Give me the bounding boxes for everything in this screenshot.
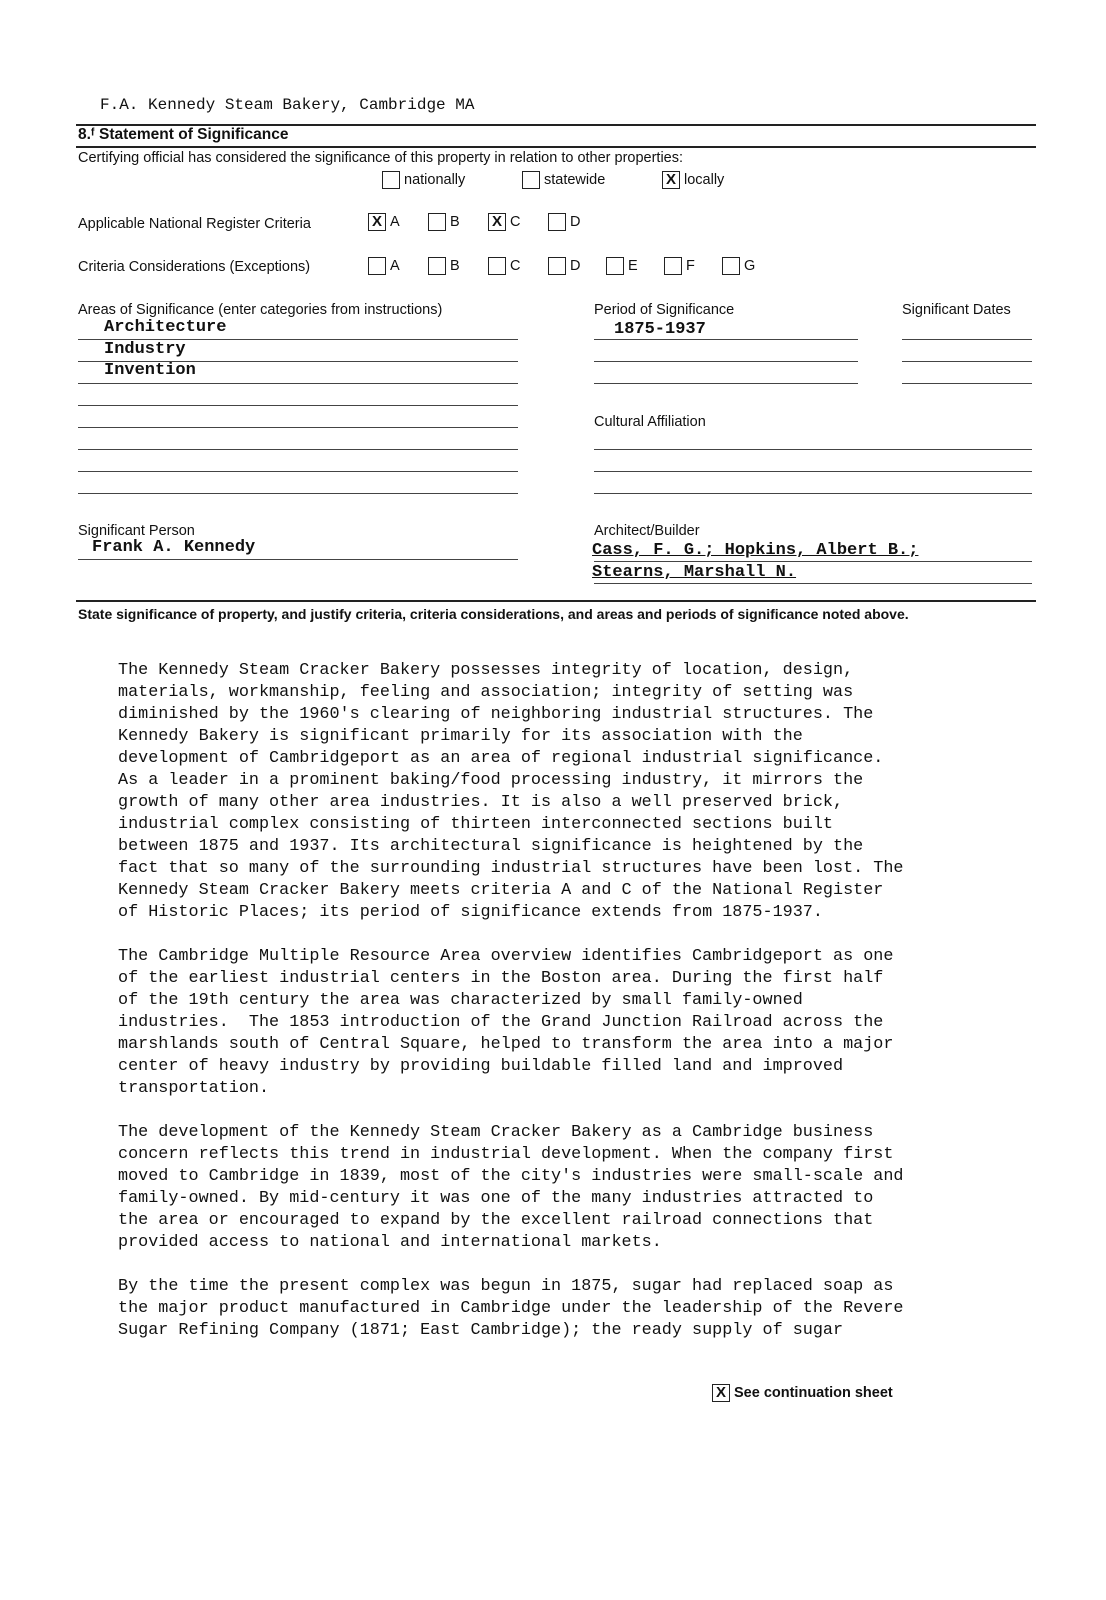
level-statewide[interactable] [522,171,605,189]
consideration-f-label: F [686,258,695,274]
consideration-d[interactable] [548,257,580,275]
dates-line [902,339,1032,340]
criteria-c[interactable] [488,213,520,231]
criteria-a[interactable] [368,213,400,231]
checkbox-criteria-a[interactable]: X [368,213,386,231]
area-line [78,449,518,450]
architect-rule [594,583,1032,584]
criteria-c-label: C [510,214,521,230]
period-value: 1875-1937 [614,320,706,339]
person-label: Significant Person [78,523,195,539]
narrative-paragraph: By the time the present complex was begun in 1875, sugar had replaced soap as the major product manufactured in Cambridge under the leadership of the Revere Sugar Refining Company (1871; East Cambridge); the ready supply of sugar [118,1277,904,1340]
level-locally-label: locally [684,172,725,188]
area-line [78,339,518,340]
consideration-g-label: G [744,258,756,274]
person-value: Frank A. Kennedy [92,538,256,557]
consideration-g[interactable] [722,257,755,275]
certifying-text: Certifying official has considered the significance of this property in relation to other properties: [78,150,684,166]
area-line [78,383,518,384]
person-line [78,559,518,560]
checkbox-continuation[interactable]: X [712,1384,730,1402]
period-line [594,361,858,362]
continuation-sheet[interactable] [712,1384,893,1402]
checkbox-criteria-d[interactable] [548,213,566,231]
checkbox-consideration-e[interactable] [606,257,624,275]
document-header: F.A. Kennedy Steam Bakery, Cambridge MA [100,96,475,114]
period-label: Period of Significance [594,302,735,318]
level-statewide-label: statewide [544,172,606,188]
period-line [594,383,858,384]
checkbox-criteria-b[interactable] [428,213,446,231]
area-line [78,471,518,472]
area-line [78,361,518,362]
criteria-b[interactable] [428,213,460,231]
consideration-c[interactable] [488,257,520,275]
checkbox-criteria-c[interactable]: X [488,213,506,231]
architect-label: Architect/Builder [594,523,700,539]
cultural-line [594,493,1032,494]
checkbox-consideration-a[interactable] [368,257,386,275]
consideration-a-label: A [390,258,400,274]
period-line [594,339,858,340]
cultural-label: Cultural Affiliation [594,414,706,430]
continuation-label: See continuation sheet [734,1385,893,1401]
state-significance-text: State significance of property, and justify criteria, criteria considerations, and areas and periods of significance noted above. [78,606,909,622]
checkbox-consideration-d[interactable] [548,257,566,275]
consideration-c-label: C [510,258,521,274]
areas-label: Areas of Significance (enter categories from instructions) [78,302,443,318]
dates-line [902,361,1032,362]
checkbox-consideration-b[interactable] [428,257,446,275]
architect-line-1: Cass, F. G.; Hopkins, Albert B.; [592,541,919,560]
architect-line-2: Stearns, Marshall N. [592,563,797,582]
consideration-b[interactable] [428,257,460,275]
criteria-d-label: D [570,214,581,230]
level-nationally[interactable] [382,171,465,189]
level-nationally-label: nationally [404,172,466,188]
consideration-b-label: B [450,258,460,274]
narrative-paragraph: The Cambridge Multiple Resource Area overview identifies Cambridgeport as one of the earliest industrial centers in the Boston area. During the first half of the 19th century the area was characterized by small family-owned industries. The 1853 introduction of the Grand Junction Railroad across the marshlands south of Central Square, helped to transform the area into a major center of heavy industry by providing buildable filled land and improved transportation. [118,947,894,1098]
area-entry: Industry [104,340,186,359]
considerations-label: Criteria Considerations (Exceptions) [78,259,311,275]
area-entry: Architecture [104,318,227,337]
consideration-d-label: D [570,258,581,274]
checkbox-consideration-c[interactable] [488,257,506,275]
section-title: 8.ᶠ Statement of Significance [78,126,289,143]
area-line [78,405,518,406]
criteria-d[interactable] [548,213,580,231]
dates-line [902,383,1032,384]
narrative-paragraph: The development of the Kennedy Steam Cracker Bakery as a Cambridge business concern reflects this trend in industrial development. When the company first moved to Cambridge in 1839, most of the city's industries were small-scale and family-owned. By mid-century it was one of the many industries attracted to the area or encouraged to expand by the excellent railroad connections that provided access to national and international markets. [118,1123,904,1252]
dates-label: Significant Dates [902,302,1011,318]
criteria-b-label: B [450,214,460,230]
criteria-a-label: A [390,214,400,230]
cultural-line [594,449,1032,450]
consideration-e-label: E [628,258,638,274]
checkbox-locally[interactable]: X [662,171,680,189]
area-line [78,427,518,428]
area-entry: Invention [104,361,196,380]
level-locally[interactable] [662,171,724,189]
checkbox-statewide[interactable] [522,171,540,189]
section-bottom-rule [76,146,1036,148]
checkbox-consideration-f[interactable] [664,257,682,275]
narrative-paragraph: The Kennedy Steam Cracker Bakery possesses integrity of location, design, materials, workmanship, feeling and association; integrity of setting was diminished by the 1960's clearing of neighboring industrial structures. The Kennedy Bakery is significant primarily for its association with the development of Cambridgeport as an area of regional industrial significance. As a leader in a prominent baking/food processing industry, it mirrors the growth of many other area industries. It is also a well preserved brick, industrial complex consisting of thirteen interconnected sections built between 1875 and 1937. Its architectural significance is heightened by the fact that so many of the surrounding industrial structures have been lost. The Kennedy Steam Cracker Bakery meets criteria A and C of the National Register of Historic Places; its period of significance extends from 1875-1937. [118,661,904,922]
cultural-line [594,471,1032,472]
consideration-e[interactable] [606,257,638,275]
consideration-f[interactable] [664,257,695,275]
checkbox-nationally[interactable] [382,171,400,189]
checkbox-consideration-g[interactable] [722,257,740,275]
architect-rule [594,561,1032,562]
state-significance-rule [76,600,1036,602]
criteria-label: Applicable National Register Criteria [78,216,311,232]
consideration-a[interactable] [368,257,400,275]
area-line [78,493,518,494]
